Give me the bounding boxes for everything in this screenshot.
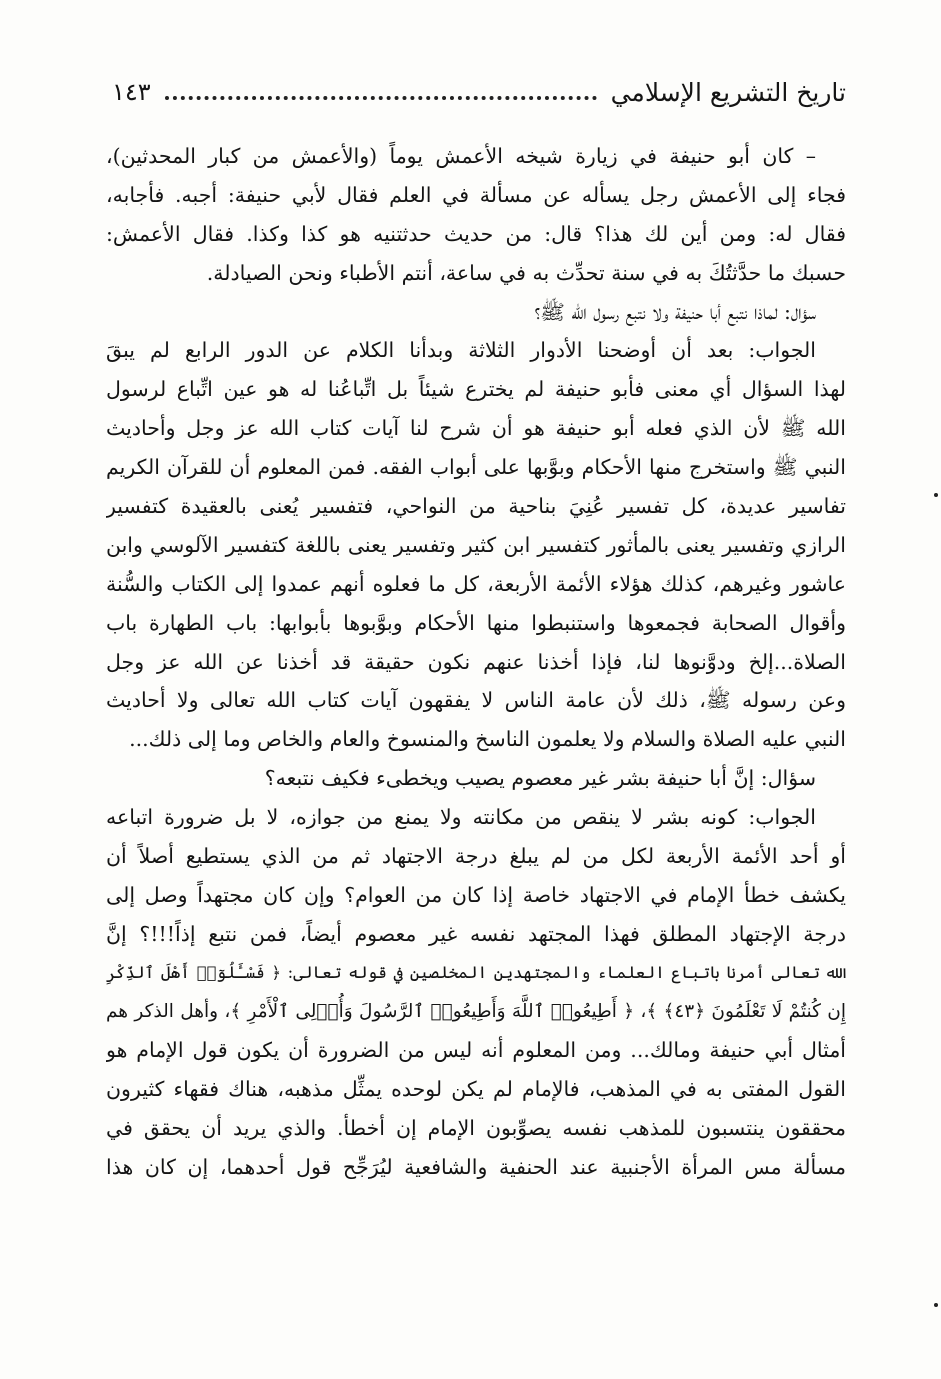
text-line: الجواب: كونه بشر لا ينقص من مكانته ولا يمنع من جوازه، لا بل ضرورة اتباعه	[106, 805, 816, 830]
running-header	[112, 72, 846, 112]
margin-mark	[934, 1303, 938, 1307]
text-line: – كان أبو حنيفة في زيارة شيخه الأعمش يوماً (والأعمش من كبار المحدثين)،	[106, 144, 816, 168]
text-line: حسبك ما حدَّثتُكَ به في سنة تحدِّث به في ساعة، أنتم الأطباء ونحن الصيادلة.	[206, 260, 846, 285]
margin-mark	[934, 493, 938, 497]
text-line: سؤال: إنَّ أبا حنيفة بشر غير معصوم يصيب ويخطىء فكيف نتبعه؟	[264, 766, 816, 791]
text-line: عاشور وغيرهم، كذلك هؤلاء الأئمة الأربعة، كل ما فعلوه أنهم عمدوا إلى الكتاب والسُّنة	[106, 571, 846, 596]
text-line: القول المفتى به في المذهب، فالإمام لم يكن لوحده يمثِّل مذهبه، هناك فقهاء كثيرون	[106, 1077, 846, 1102]
dotted-leader	[165, 96, 597, 100]
text-line: وأقوال الصحابة فجمعوها واستنبطوا منها الأحكام وبوَّبوها بأبوابها: باب الطهارة باب	[106, 610, 846, 635]
text-line: النبي عليه الصلاة والسلام ولا يعلمون الناسخ والمنسوخ والعام والخاص وما إلى ذلك...	[129, 727, 846, 752]
text-line: فقال له: ومن أين لك هذا؟ قال: من حديث حدثتنيه هو كذا وكذا. فقال الأعمش:	[106, 221, 846, 246]
text-line: سؤال: لماذا نتبع أبا حنيفة ولا نتبع رسول الله ﷺ؟	[534, 299, 816, 324]
text-line: فجاء إلى الأعمش رجل يسأله عن مسألة في العلم فقال لأبي حنيفة: أجبه. فأجابه،	[106, 182, 846, 207]
text-line: الله ﷺ لأن الذي فعله أبو حنيفة هو أن شرح لنا آيات كتاب الله عز وجل وأحاديث	[106, 416, 846, 441]
text-line: تفاسير عديدة، كل تفسير عُنِيَ بناحية من النواحي، فتفسير يُعنى بالعقيدة كتفسير	[106, 494, 846, 519]
body-text	[106, 137, 846, 1187]
text-line: أو أحد الأئمة الأربعة لكل من لم يبلغ درجة الاجتهاد ثم من الذي يستطيع أصلاً أن	[106, 844, 846, 869]
text-line: لهذا السؤال أي معنى فأبو حنيفة لم يخترع شيئاً بل اتِّباعُنا له هو عين اتِّباع لرسول	[106, 377, 846, 402]
text-line: النبي ﷺ واستخرج منها الأحكام وبوَّبها على أبواب الفقه. فمن المعلوم أن للقرآن الكريم	[106, 455, 846, 480]
text-line: درجة الإجتهاد المطلق فهذا المجتهد نفسه غير معصوم أيضاً، فمن نتبع إذاً!!!؟ إنَّ	[106, 921, 846, 946]
text-line: الجواب: بعد أن أوضحنا الأدوار الثلاثة وبدأنا الكلام عن الدور الرابع لم يبقَ	[106, 338, 816, 363]
text-line: مسألة مس المرأة الأجنبية عند الحنفية والشافعية ليُرَجِّح قول أحدهما، إن كان هذا	[106, 1155, 846, 1180]
text-line: يكشف خطأ الإمام في الاجتهاد خاصة إذا كان من العوام؟ وإن كان مجتهداً وصل إلى	[106, 882, 846, 907]
text-line: الله تعالى أمرنا باتباع العلماء والمجتهدين المخلصين في قوله تعالى: ﴿ فَسْـَٔلُوٓا۟ أَهْلَ ٱلذِّكْرِ	[106, 962, 846, 982]
text-line: أمثال أبي حنيفة ومالك... ومن المعلوم أنه ليس من الضرورة أن يكون قول الإمام هو	[106, 1038, 846, 1063]
text-line: إِن كُنتُمْ لَا تَعْلَمُونَ ﴿٤٣﴾ ﴾، ﴿ أَطِيعُوا۟ ٱللَّهَ وَأَطِيعُوا۟ ٱلرَّسُولَ وَأُو۟لِى ٱلْأَمْرِ ﴾، وأهل الذكر هم	[106, 1000, 846, 1022]
page-number: ١٤٣	[112, 78, 151, 106]
book-title: تاريخ التشريع الإسلامي	[610, 77, 846, 107]
text-line: الصلاة...إلخ ودوَّنوها لنا، فإذا أخذنا عنهم نكون حقيقة قد أخذنا عن الله عز وجل	[106, 649, 846, 674]
text-line: وعن رسوله ﷺ، ذلك لأن عامة الناس لا يفقهون آيات كتاب الله تعالى ولا أحاديث	[106, 688, 846, 713]
text-line: الرازي وتفسير يعنى بالمأثور كتفسير ابن كثير وتفسير يعنى باللغة كتفسير الآلوسي وابن	[106, 532, 846, 557]
text-line: محققون ينتسبون للمذهب نفسه يصوِّبون الإمام إن أخطأ. والذي يريد أن يحقق في	[106, 1116, 846, 1141]
